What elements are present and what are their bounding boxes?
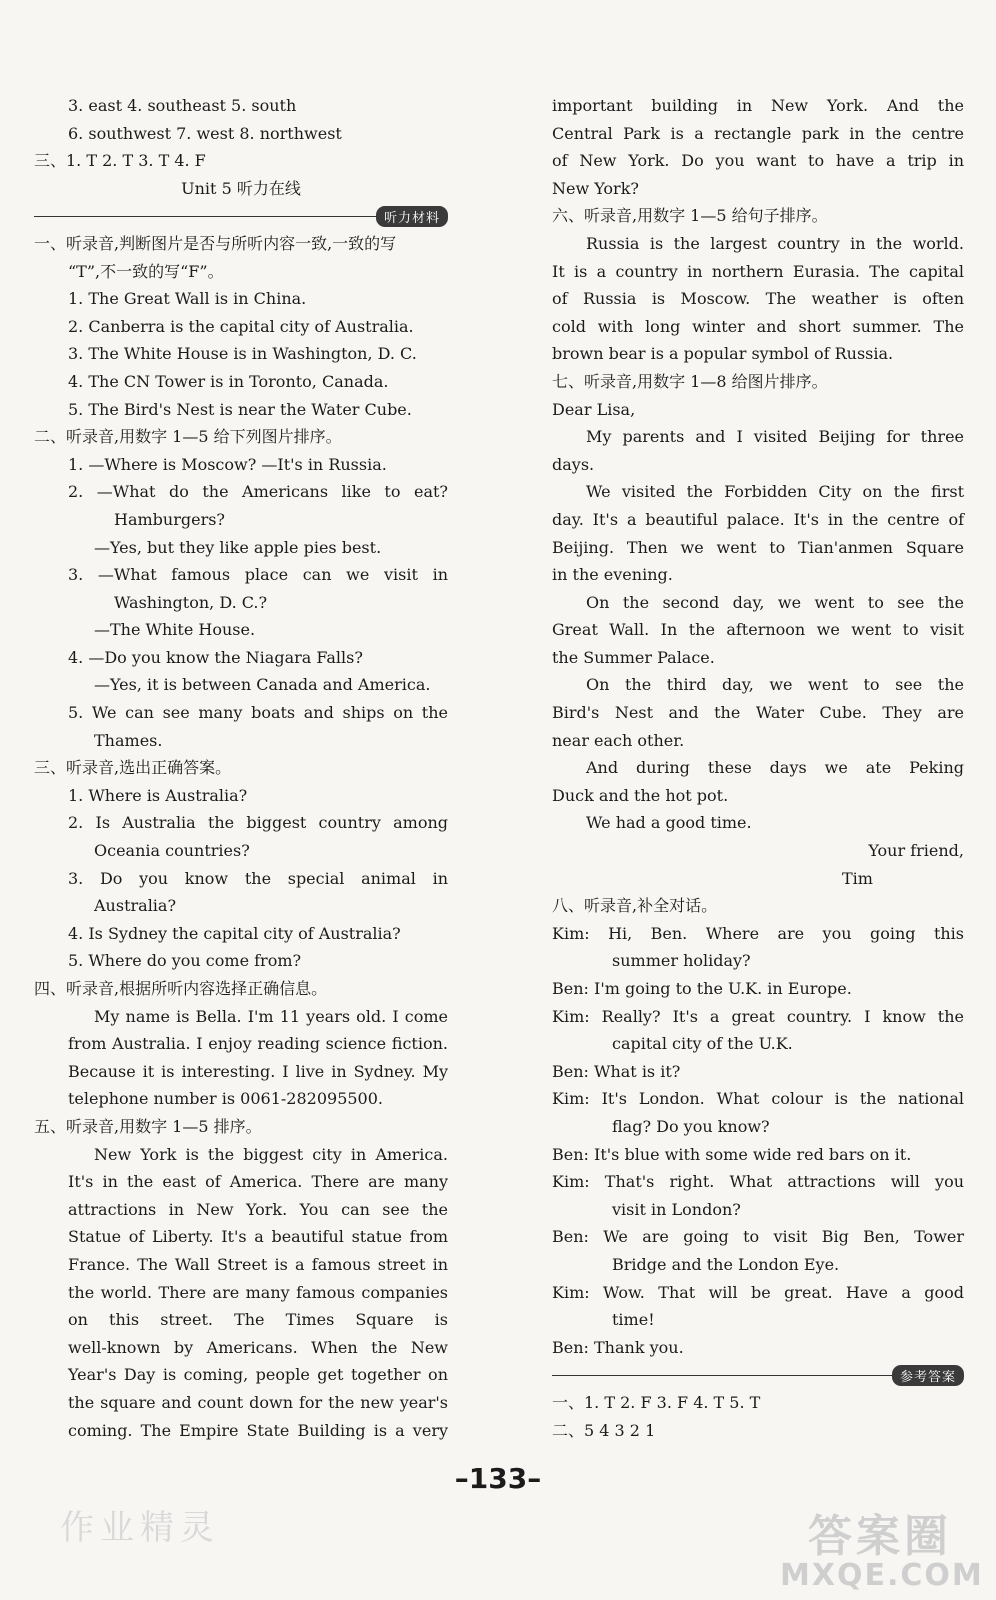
text-line: Bird's Nest and the Water Cube. They are: [552, 703, 964, 723]
text-line: 3. —What famous place can we visit in: [68, 565, 448, 585]
left-column: [34, 92, 448, 1444]
text-line: —Yes, it is between Canada and America.: [94, 675, 431, 695]
page-number: –133–: [454, 1462, 542, 1495]
text-line: Your friend,: [868, 841, 964, 861]
text-line: summer holiday?: [612, 951, 751, 971]
text-line: Statue of Liberty. It's a beautiful statue from: [68, 1227, 448, 1247]
text-line: 七、听录音,用数字 1—8 给图片排序。: [552, 371, 828, 391]
text-line: Bridge and the London Eye.: [612, 1254, 840, 1274]
text-line: of Russia is Moscow. The weather is often: [552, 289, 964, 309]
text-line: time!: [612, 1310, 655, 1330]
text-line: Unit 5 听力在线: [181, 178, 301, 198]
text-line: of New York. Do you want to have a trip in: [552, 151, 964, 171]
text-line: well-known by Americans. When the New: [68, 1337, 448, 1357]
text-line: On the second day, we went to see the: [586, 592, 964, 612]
text-line: Washington, D. C.?: [114, 592, 268, 612]
text-line: 1. Where is Australia?: [68, 785, 248, 805]
text-line: the Summer Palace.: [552, 647, 715, 667]
text-line: Kim: That's right. What attractions will you: [552, 1172, 964, 1192]
text-line: Australia?: [94, 896, 177, 916]
text-line: 3. Do you know the special animal in: [68, 868, 448, 888]
text-line: 2. —What do the Americans like to eat?: [68, 482, 448, 502]
text-line: 2. Is Australia the biggest country among: [68, 813, 448, 833]
text-line: 5. We can see many boats and ships on the: [68, 703, 448, 723]
tag-rule: [34, 216, 376, 217]
text-line: brown bear is a popular symbol of Russia.: [552, 344, 894, 364]
text-line: Kim: Really? It's a great country. I know the: [552, 1006, 964, 1026]
text-line: Kim: Wow. That will be great. Have a good: [552, 1282, 964, 1302]
text-line: 5. Where do you come from?: [68, 951, 302, 971]
text-line: 4. Is Sydney the capital city of Australia?: [68, 923, 401, 943]
text-line: 二、5 4 3 2 1: [552, 1420, 656, 1440]
watermark-right-main: 答案圈: [808, 1511, 952, 1562]
text-line: Thames.: [94, 730, 163, 750]
text-line: Russia is the largest country in the world.: [586, 233, 964, 253]
text-line: the square and count down for the new year's: [68, 1392, 448, 1412]
text-line: We had a good time.: [586, 813, 752, 833]
section-header-tag: [552, 1361, 964, 1389]
text-line: 八、听录音,补全对话。: [552, 896, 718, 916]
text-line: Central Park is a rectangle park in the centre: [552, 123, 964, 143]
text-line: on this street. The Times Square is: [68, 1310, 448, 1330]
text-line: flag? Do you know?: [612, 1116, 770, 1136]
text-line: capital city of the U.K.: [612, 1034, 793, 1054]
watermark-left-logo: 作业精灵: [60, 1508, 220, 1548]
text-line: 四、听录音,根据所听内容选择正确信息。: [34, 979, 328, 998]
text-line: near each other.: [552, 730, 685, 750]
text-line: 4. The CN Tower is in Toronto, Canada.: [68, 371, 389, 391]
text-line: 4. —Do you know the Niagara Falls?: [68, 647, 363, 667]
text-line: Ben: What is it?: [552, 1061, 681, 1081]
text-line: 1. —Where is Moscow? —It's in Russia.: [68, 454, 387, 474]
tag-label: 听力材料: [376, 206, 448, 227]
text-line: It is a country in northern Eurasia. The capital: [552, 261, 964, 281]
text-line: 一、听录音,判断图片是否与所听内容一致,一致的写: [34, 233, 397, 253]
text-line: 1. The Great Wall is in China.: [68, 289, 307, 309]
text-line: It's in the east of America. There are many: [68, 1172, 448, 1192]
text-line: “T”,不一致的写“F”。: [68, 261, 224, 281]
text-line: 5. The Bird's Nest is near the Water Cube.: [68, 399, 412, 419]
text-line: Year's Day is coming, people get together on: [68, 1365, 448, 1385]
text-line: 3. The White House is in Washington, D. C.: [68, 344, 417, 364]
watermark-right-logo: [780, 1500, 984, 1593]
text-line: Great Wall. In the afternoon we went to visit: [552, 620, 964, 640]
text-line: Ben: I'm going to the U.K. in Europe.: [552, 979, 852, 998]
text-line: Because it is interesting. I live in Sydney. My: [68, 1061, 448, 1081]
text-line: days.: [552, 454, 595, 474]
tag-rule: [552, 1375, 892, 1376]
text-line: in the evening.: [552, 565, 673, 585]
text-line: day. It's a beautiful palace. It's in the centre of: [552, 509, 964, 529]
text-line: the world. There are many famous companies: [68, 1282, 448, 1302]
tag-label: 参考答案: [892, 1365, 964, 1386]
text-line: cold with long winter and short summer. The: [552, 316, 964, 336]
text-line: 3. east 4. southeast 5. south: [68, 96, 297, 115]
text-line: Kim: Hi, Ben. Where are you going this: [552, 923, 964, 943]
text-line: Kim: It's London. What colour is the national: [552, 1089, 964, 1109]
text-line: 五、听录音,用数字 1—5 排序。: [34, 1116, 262, 1136]
text-line: We visited the Forbidden City on the first: [586, 482, 964, 502]
text-line: visit in London?: [612, 1199, 741, 1219]
text-line: Dear Lisa,: [552, 399, 636, 419]
text-line: attractions in New York. You can see the: [68, 1199, 448, 1219]
text-line: Tim: [842, 868, 873, 888]
text-line: —Yes, but they like apple pies best.: [94, 537, 382, 557]
text-line: 一、1. T 2. F 3. F 4. T 5. T: [552, 1392, 761, 1412]
text-line: And during these days we ate Peking: [586, 758, 964, 778]
text-line: Oceania countries?: [94, 841, 250, 861]
text-line: My name is Bella. I'm 11 years old. I come: [94, 1006, 448, 1026]
text-line: from Australia. I enjoy reading science fiction.: [68, 1034, 448, 1054]
text-line: Ben: It's blue with some wide red bars on it.: [552, 1144, 912, 1164]
text-line: New York?: [552, 178, 639, 198]
text-line: Beijing. Then we went to Tian'anmen Square: [552, 537, 964, 557]
text-line: 六、听录音,用数字 1—5 给句子排序。: [552, 206, 828, 226]
text-line: New York is the biggest city in America.: [94, 1144, 448, 1164]
text-line: —The White House.: [94, 620, 256, 640]
text-line: 2. Canberra is the capital city of Australia.: [68, 316, 414, 336]
text-line: 6. southwest 7. west 8. northwest: [68, 123, 342, 143]
text-line: Ben: We are going to visit Big Ben, Tower: [552, 1227, 964, 1247]
text-line: 三、1. T 2. T 3. T 4. F: [34, 151, 206, 171]
text-line: France. The Wall Street is a famous street in: [68, 1254, 448, 1274]
text-line: Ben: Thank you.: [552, 1337, 684, 1357]
right-column: [552, 92, 964, 1444]
text-line: important building in New York. And the: [552, 96, 964, 115]
text-line: coming. The Empire State Building is a very: [68, 1420, 448, 1440]
text-line: Duck and the hot pot.: [552, 785, 729, 805]
text-line: telephone number is 0061-282095500.: [68, 1089, 383, 1109]
text-line: On the third day, we went to see the: [586, 675, 964, 695]
text-line: 二、听录音,用数字 1—5 给下列图片排序。: [34, 427, 342, 447]
text-line: 三、听录音,选出正确答案。: [34, 758, 232, 778]
text-line: My parents and I visited Beijing for three: [586, 427, 964, 447]
text-line: Hamburgers?: [114, 509, 226, 529]
section-header-tag: [34, 202, 448, 230]
watermark-right-url: MXQE.COM: [780, 1558, 984, 1593]
